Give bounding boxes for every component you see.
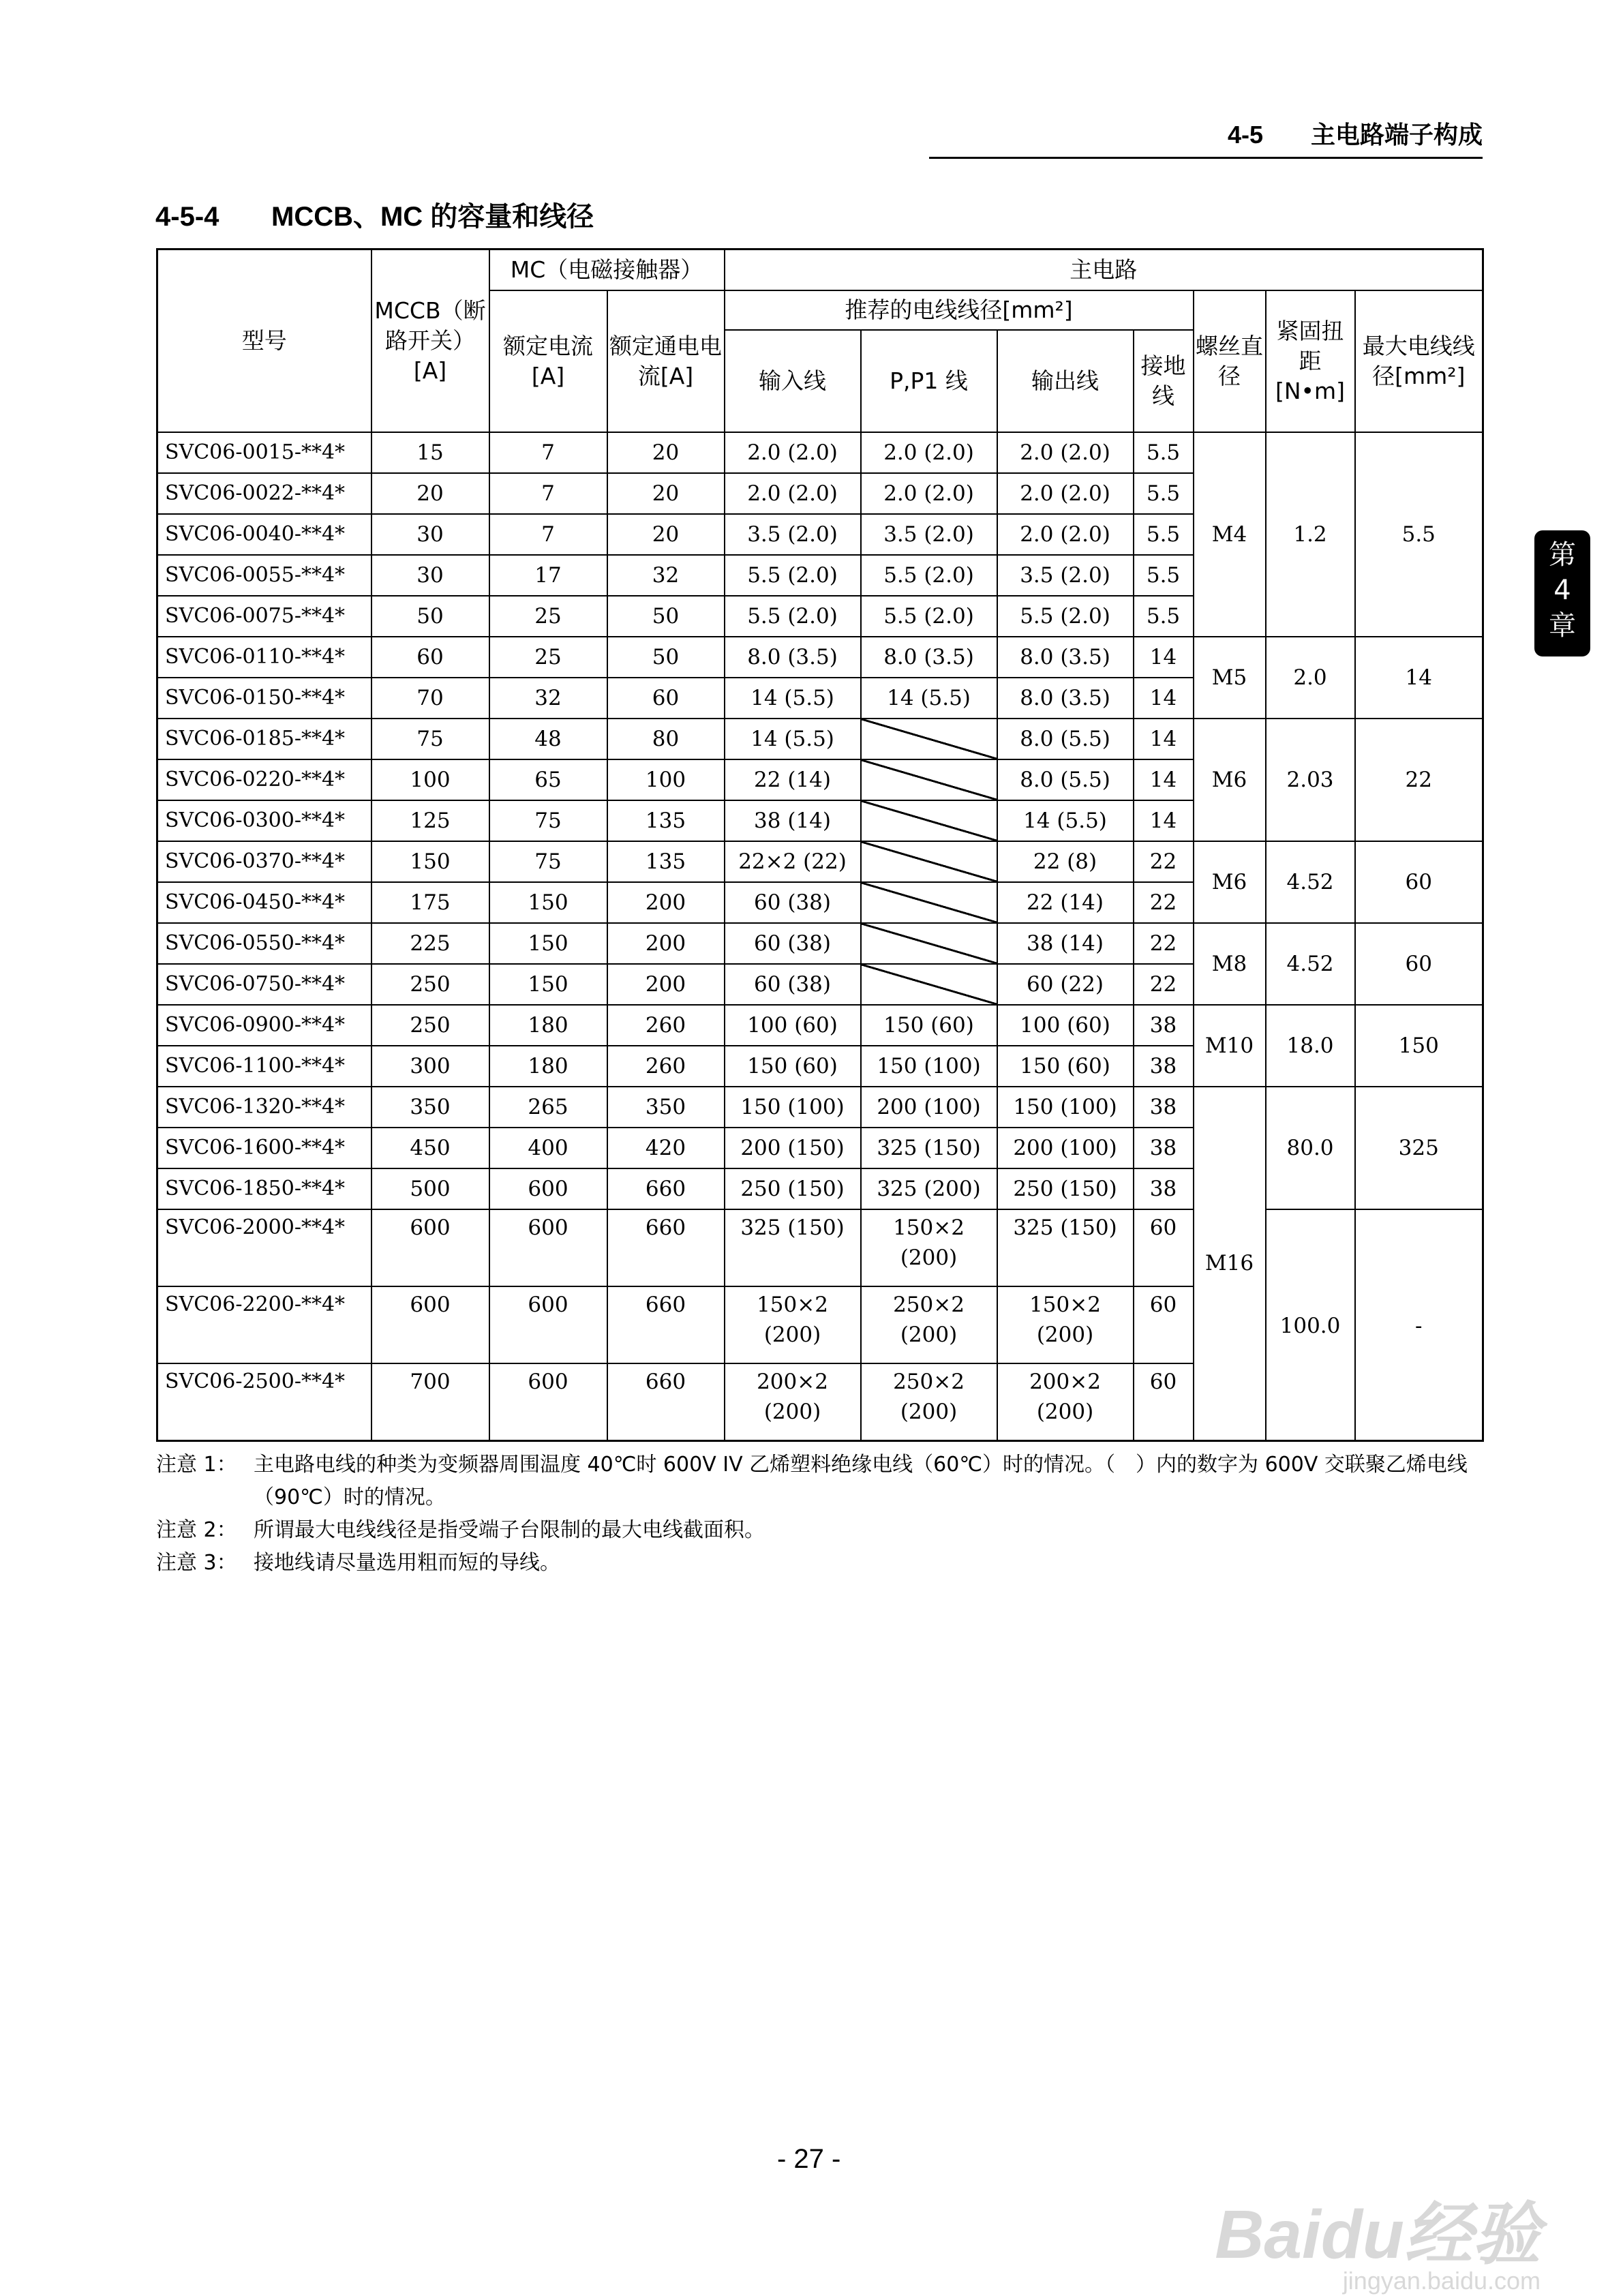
cell-ground: 22 xyxy=(1134,841,1194,882)
cell-mccb: 150 xyxy=(371,841,489,882)
cell-ground: 38 xyxy=(1134,1005,1194,1046)
cell-pp1: 250×2 (200) xyxy=(861,1363,997,1441)
cell-input: 5.5 (2.0) xyxy=(725,596,861,637)
cell-rated: 75 xyxy=(489,800,607,841)
cell-through: 350 xyxy=(607,1087,725,1128)
cell-model: SVC06-0220-**4* xyxy=(157,759,371,800)
cell-mccb: 175 xyxy=(371,882,489,923)
cell-through: 200 xyxy=(607,964,725,1005)
cell-rated: 600 xyxy=(489,1363,607,1441)
cell-maxwire: - xyxy=(1355,1209,1483,1441)
cell-input: 3.5 (2.0) xyxy=(725,514,861,555)
cell-ground: 38 xyxy=(1134,1128,1194,1168)
cell-model: SVC06-1600-**4* xyxy=(157,1128,371,1168)
note-3 xyxy=(156,1547,1492,1580)
cell-output: 200×2 (200) xyxy=(997,1363,1134,1441)
cell-model: SVC06-1320-**4* xyxy=(157,1087,371,1128)
cell-ground: 14 xyxy=(1134,678,1194,719)
cell-pp1-empty xyxy=(861,800,997,841)
cell-input: 14 (5.5) xyxy=(725,678,861,719)
table-row xyxy=(157,637,1483,678)
cell-pp1: 150 (100) xyxy=(861,1046,997,1087)
cell-output: 22 (14) xyxy=(997,882,1134,923)
cell-ground: 22 xyxy=(1134,964,1194,1005)
cell-pp1: 2.0 (2.0) xyxy=(861,473,997,514)
cell-ground: 60 xyxy=(1134,1363,1194,1441)
chapter-tab-line2: 4 xyxy=(1553,575,1571,606)
cell-output: 5.5 (2.0) xyxy=(997,596,1134,637)
cell-pp1: 325 (200) xyxy=(861,1168,997,1209)
cell-pp1: 150 (60) xyxy=(861,1005,997,1046)
chapter-tab xyxy=(1534,530,1590,656)
cell-input: 2.0 (2.0) xyxy=(725,473,861,514)
cell-model: SVC06-0055-**4* xyxy=(157,555,371,596)
header-screw-diameter: 螺丝直径 xyxy=(1194,290,1266,432)
cell-rated: 400 xyxy=(489,1128,607,1168)
cell-mccb: 125 xyxy=(371,800,489,841)
cell-model: SVC06-0370-**4* xyxy=(157,841,371,882)
cell-through: 80 xyxy=(607,719,725,759)
cell-output: 22 (8) xyxy=(997,841,1134,882)
cell-output: 60 (22) xyxy=(997,964,1134,1005)
capacity-table xyxy=(156,248,1484,1442)
note-2 xyxy=(156,1514,1492,1547)
cell-screw: M4 xyxy=(1194,432,1266,637)
header-output-wire: 输出线 xyxy=(997,330,1134,432)
cell-pp1: 325 (150) xyxy=(861,1128,997,1168)
watermark-url: jingyan.baidu.com xyxy=(1342,2267,1541,2295)
cell-rated: 600 xyxy=(489,1168,607,1209)
cell-input: 150 (100) xyxy=(725,1087,861,1128)
cell-rated: 25 xyxy=(489,637,607,678)
cell-mccb: 600 xyxy=(371,1209,489,1286)
cell-output: 8.0 (5.5) xyxy=(997,719,1134,759)
cell-ground: 60 xyxy=(1134,1286,1194,1363)
cell-pp1-empty xyxy=(861,841,997,882)
cell-ground: 14 xyxy=(1134,719,1194,759)
cell-output: 14 (5.5) xyxy=(997,800,1134,841)
table-row xyxy=(157,923,1483,964)
cell-model: SVC06-0300-**4* xyxy=(157,800,371,841)
cell-torque: 1.2 xyxy=(1266,432,1355,637)
cell-rated: 48 xyxy=(489,719,607,759)
header-section-number: 4-5 xyxy=(1227,121,1263,149)
table-row xyxy=(157,1087,1483,1128)
cell-input: 8.0 (3.5) xyxy=(725,637,861,678)
cell-input: 200×2 (200) xyxy=(725,1363,861,1441)
cell-maxwire: 14 xyxy=(1355,637,1483,719)
cell-ground: 38 xyxy=(1134,1046,1194,1087)
cell-screw: M8 xyxy=(1194,923,1266,1005)
cell-mccb: 250 xyxy=(371,1005,489,1046)
cell-output: 150 (60) xyxy=(997,1046,1134,1087)
cell-input: 38 (14) xyxy=(725,800,861,841)
cell-torque: 80.0 xyxy=(1266,1087,1355,1209)
section-number: 4-5-4 xyxy=(155,202,219,232)
cell-model: SVC06-0075-**4* xyxy=(157,596,371,637)
chapter-tab-line1: 第 xyxy=(1549,539,1576,571)
table-row xyxy=(157,719,1483,759)
cell-maxwire: 150 xyxy=(1355,1005,1483,1087)
cell-maxwire: 22 xyxy=(1355,719,1483,841)
cell-mccb: 500 xyxy=(371,1168,489,1209)
header-rated-current: 额定电流[A] xyxy=(489,290,607,432)
cell-output: 8.0 (5.5) xyxy=(997,759,1134,800)
cell-input: 60 (38) xyxy=(725,964,861,1005)
cell-ground: 5.5 xyxy=(1134,555,1194,596)
cell-torque: 18.0 xyxy=(1266,1005,1355,1087)
cell-pp1: 150×2 (200) xyxy=(861,1209,997,1286)
cell-through: 660 xyxy=(607,1363,725,1441)
page-number: - 27 - xyxy=(777,2144,841,2174)
header-through-current: 额定通电电流[A] xyxy=(607,290,725,432)
cell-mccb: 100 xyxy=(371,759,489,800)
cell-torque: 4.52 xyxy=(1266,923,1355,1005)
cell-through: 420 xyxy=(607,1128,725,1168)
header-mccb: MCCB（断路开关）[A] xyxy=(371,250,489,432)
cell-ground: 5.5 xyxy=(1134,514,1194,555)
cell-model: SVC06-1100-**4* xyxy=(157,1046,371,1087)
cell-screw: M16 xyxy=(1194,1087,1266,1441)
table-row xyxy=(157,432,1483,473)
cell-ground: 22 xyxy=(1134,882,1194,923)
cell-screw: M6 xyxy=(1194,719,1266,841)
cell-ground: 22 xyxy=(1134,923,1194,964)
cell-through: 135 xyxy=(607,841,725,882)
cell-input: 200 (150) xyxy=(725,1128,861,1168)
header-max-wire: 最大电线线径[mm²] xyxy=(1355,290,1483,432)
cell-rated: 65 xyxy=(489,759,607,800)
cell-output: 100 (60) xyxy=(997,1005,1134,1046)
cell-model: SVC06-2200-**4* xyxy=(157,1286,371,1363)
cell-mccb: 20 xyxy=(371,473,489,514)
cell-input: 250 (150) xyxy=(725,1168,861,1209)
cell-input: 22 (14) xyxy=(725,759,861,800)
cell-input: 325 (150) xyxy=(725,1209,861,1286)
cell-output: 150×2 (200) xyxy=(997,1286,1134,1363)
cell-ground: 38 xyxy=(1134,1087,1194,1128)
cell-input: 14 (5.5) xyxy=(725,719,861,759)
cell-mccb: 300 xyxy=(371,1046,489,1087)
page-header xyxy=(929,121,1483,159)
header-torque: 紧固扭距[N•m] xyxy=(1266,290,1355,432)
cell-output: 2.0 (2.0) xyxy=(997,473,1134,514)
cell-through: 200 xyxy=(607,882,725,923)
cell-output: 8.0 (3.5) xyxy=(997,678,1134,719)
cell-input: 150×2 (200) xyxy=(725,1286,861,1363)
cell-mccb: 50 xyxy=(371,596,489,637)
cell-maxwire: 60 xyxy=(1355,841,1483,923)
header-main-circuit: 主电路 xyxy=(725,250,1483,290)
cell-pp1-empty xyxy=(861,923,997,964)
cell-mccb: 30 xyxy=(371,555,489,596)
cell-ground: 14 xyxy=(1134,800,1194,841)
cell-model: SVC06-2000-**4* xyxy=(157,1209,371,1286)
note-text: 主电路电线的种类为变频器周围温度 40℃时 600V IV 乙烯塑料绝缘电线（60℃）时的情况。（ ）内的数字为 600V 交联聚乙烯电线（90℃）时的情况。 xyxy=(254,1453,1468,1509)
cell-rated: 180 xyxy=(489,1046,607,1087)
cell-pp1: 14 (5.5) xyxy=(861,678,997,719)
note-label: 注意 3： xyxy=(156,1551,237,1575)
cell-through: 20 xyxy=(607,473,725,514)
cell-through: 660 xyxy=(607,1286,725,1363)
cell-pp1: 3.5 (2.0) xyxy=(861,514,997,555)
cell-model: SVC06-1850-**4* xyxy=(157,1168,371,1209)
cell-through: 20 xyxy=(607,432,725,473)
table-row xyxy=(157,1209,1483,1286)
cell-model: SVC06-0550-**4* xyxy=(157,923,371,964)
header-section-title: 主电路端子构成 xyxy=(1310,121,1483,149)
cell-rated: 600 xyxy=(489,1209,607,1286)
cell-ground: 14 xyxy=(1134,759,1194,800)
cell-rated: 7 xyxy=(489,473,607,514)
cell-screw: M6 xyxy=(1194,841,1266,923)
header-model: 型号 xyxy=(157,250,371,432)
cell-pp1: 5.5 (2.0) xyxy=(861,555,997,596)
header-pp1-wire: P,P1 线 xyxy=(861,330,997,432)
cell-input: 60 (38) xyxy=(725,923,861,964)
cell-mccb: 250 xyxy=(371,964,489,1005)
cell-torque: 4.52 xyxy=(1266,841,1355,923)
cell-pp1: 8.0 (3.5) xyxy=(861,637,997,678)
cell-ground: 5.5 xyxy=(1134,473,1194,514)
cell-through: 200 xyxy=(607,923,725,964)
section-title-text: MCCB、MC 的容量和线径 xyxy=(271,202,594,232)
cell-through: 100 xyxy=(607,759,725,800)
watermark xyxy=(1159,2196,1541,2295)
note-label: 注意 1： xyxy=(156,1453,237,1477)
cell-mccb: 350 xyxy=(371,1087,489,1128)
cell-mccb: 75 xyxy=(371,719,489,759)
cell-model: SVC06-0185-**4* xyxy=(157,719,371,759)
cell-model: SVC06-0900-**4* xyxy=(157,1005,371,1046)
cell-rated: 265 xyxy=(489,1087,607,1128)
note-text: 接地线请尽量选用粗而短的导线。 xyxy=(254,1551,560,1575)
cell-rated: 150 xyxy=(489,964,607,1005)
note-1 xyxy=(156,1449,1492,1514)
chapter-tab-line3: 章 xyxy=(1549,610,1576,641)
cell-rated: 7 xyxy=(489,514,607,555)
header-recommended-wire: 推荐的电线线径[mm²] xyxy=(725,290,1194,330)
note-label: 注意 2： xyxy=(156,1518,237,1542)
cell-screw: M5 xyxy=(1194,637,1266,719)
cell-output: 8.0 (3.5) xyxy=(997,637,1134,678)
cell-torque: 100.0 xyxy=(1266,1209,1355,1441)
cell-pp1-empty xyxy=(861,759,997,800)
cell-torque: 2.0 xyxy=(1266,637,1355,719)
cell-through: 20 xyxy=(607,514,725,555)
cell-input: 60 (38) xyxy=(725,882,861,923)
cell-rated: 150 xyxy=(489,882,607,923)
cell-mccb: 15 xyxy=(371,432,489,473)
cell-ground: 5.5 xyxy=(1134,596,1194,637)
cell-rated: 7 xyxy=(489,432,607,473)
cell-screw: M10 xyxy=(1194,1005,1266,1087)
cell-output: 2.0 (2.0) xyxy=(997,432,1134,473)
cell-through: 135 xyxy=(607,800,725,841)
cell-model: SVC06-0150-**4* xyxy=(157,678,371,719)
cell-input: 22×2 (22) xyxy=(725,841,861,882)
table-row xyxy=(157,841,1483,882)
cell-mccb: 70 xyxy=(371,678,489,719)
cell-mccb: 600 xyxy=(371,1286,489,1363)
cell-input: 5.5 (2.0) xyxy=(725,555,861,596)
cell-pp1: 250×2 (200) xyxy=(861,1286,997,1363)
cell-rated: 32 xyxy=(489,678,607,719)
cell-output: 200 (100) xyxy=(997,1128,1134,1168)
cell-pp1: 200 (100) xyxy=(861,1087,997,1128)
cell-ground: 38 xyxy=(1134,1168,1194,1209)
cell-through: 260 xyxy=(607,1005,725,1046)
cell-rated: 600 xyxy=(489,1286,607,1363)
cell-output: 2.0 (2.0) xyxy=(997,514,1134,555)
cell-model: SVC06-0750-**4* xyxy=(157,964,371,1005)
cell-through: 50 xyxy=(607,637,725,678)
cell-ground: 60 xyxy=(1134,1209,1194,1286)
cell-pp1-empty xyxy=(861,964,997,1005)
cell-mccb: 60 xyxy=(371,637,489,678)
cell-input: 100 (60) xyxy=(725,1005,861,1046)
cell-pp1-empty xyxy=(861,882,997,923)
cell-input: 150 (60) xyxy=(725,1046,861,1087)
cell-input: 2.0 (2.0) xyxy=(725,432,861,473)
cell-torque: 2.03 xyxy=(1266,719,1355,841)
watermark-logo: Baidu经验 xyxy=(1215,2196,1541,2273)
cell-ground: 5.5 xyxy=(1134,432,1194,473)
cell-output: 325 (150) xyxy=(997,1209,1134,1286)
cell-output: 3.5 (2.0) xyxy=(997,555,1134,596)
cell-rated: 150 xyxy=(489,923,607,964)
cell-mccb: 225 xyxy=(371,923,489,964)
cell-maxwire: 5.5 xyxy=(1355,432,1483,637)
cell-model: SVC06-2500-**4* xyxy=(157,1363,371,1441)
cell-through: 32 xyxy=(607,555,725,596)
section-title xyxy=(155,195,594,234)
cell-rated: 17 xyxy=(489,555,607,596)
header-input-wire: 输入线 xyxy=(725,330,861,432)
cell-through: 60 xyxy=(607,678,725,719)
cell-model: SVC06-0110-**4* xyxy=(157,637,371,678)
cell-through: 660 xyxy=(607,1209,725,1286)
cell-through: 50 xyxy=(607,596,725,637)
cell-model: SVC06-0040-**4* xyxy=(157,514,371,555)
header-ground-wire: 接地线 xyxy=(1134,330,1194,432)
cell-maxwire: 325 xyxy=(1355,1087,1483,1209)
cell-mccb: 450 xyxy=(371,1128,489,1168)
cell-model: SVC06-0015-**4* xyxy=(157,432,371,473)
note-text: 所谓最大电线线径是指受端子台限制的最大电线截面积。 xyxy=(254,1518,765,1542)
cell-output: 38 (14) xyxy=(997,923,1134,964)
cell-model: SVC06-0450-**4* xyxy=(157,882,371,923)
cell-mccb: 700 xyxy=(371,1363,489,1441)
cell-through: 660 xyxy=(607,1168,725,1209)
cell-pp1-empty xyxy=(861,719,997,759)
cell-rated: 25 xyxy=(489,596,607,637)
cell-through: 260 xyxy=(607,1046,725,1087)
cell-ground: 14 xyxy=(1134,637,1194,678)
cell-output: 150 (100) xyxy=(997,1087,1134,1128)
cell-maxwire: 60 xyxy=(1355,923,1483,1005)
cell-model: SVC06-0022-**4* xyxy=(157,473,371,514)
cell-mccb: 30 xyxy=(371,514,489,555)
cell-rated: 180 xyxy=(489,1005,607,1046)
table-row xyxy=(157,1005,1483,1046)
cell-pp1: 5.5 (2.0) xyxy=(861,596,997,637)
header-mc: MC（电磁接触器） xyxy=(489,250,725,290)
notes xyxy=(156,1449,1492,1580)
cell-rated: 75 xyxy=(489,841,607,882)
cell-pp1: 2.0 (2.0) xyxy=(861,432,997,473)
cell-output: 250 (150) xyxy=(997,1168,1134,1209)
